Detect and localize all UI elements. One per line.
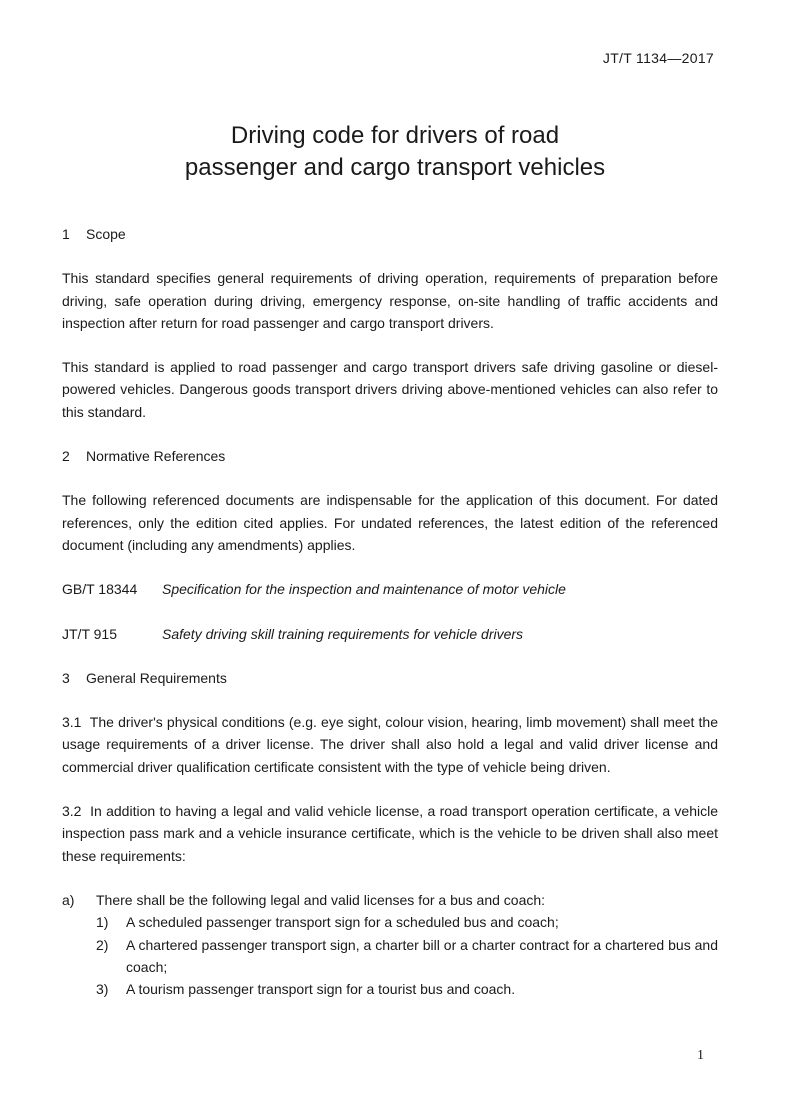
sub-item-text: A tourism passenger transport sign for a tourist bus and coach. <box>126 981 516 998</box>
sub-item-1 <box>96 911 718 933</box>
document-title <box>0 120 790 184</box>
clause-text: The driver's physical conditions (e.g. eye sight, colour vision, hearing, limb movement) shall meet the usage requirements of a driver license. The driver shall also hold a legal and valid driver license and commercial driver qualification certificate consistent with the type of vehicle being driven. <box>62 714 718 775</box>
clause-number: 3.2 <box>62 803 82 820</box>
item-label: a) <box>62 891 75 908</box>
sub-item-3 <box>96 978 718 1000</box>
sub-item-label: 2) <box>96 936 109 953</box>
clause-text: In addition to having a legal and valid vehicle license, a road transport operation certificate, a vehicle inspection pass mark and a vehicle insurance certificate, which is the vehicle to be driven shall also meet these requirements: <box>62 803 719 864</box>
sub-item-label: 1) <box>96 914 109 931</box>
reference-item <box>62 578 718 600</box>
clause-3-1 <box>62 711 718 778</box>
scope-paragraph-1: This standard specifies general requirements of driving operation, requirements of preparation before driving, safe operation during driving, emergency response, on-site handling of traffic accidents and inspection after return for road passenger and cargo transport drivers. <box>62 270 718 331</box>
clause-number: 3.1 <box>62 714 82 731</box>
section-title: Scope <box>86 226 126 242</box>
sub-item-2 <box>96 934 718 979</box>
section-title: General Requirements <box>86 669 227 686</box>
document-body <box>62 223 718 1000</box>
standard-code: JT/T 1134—2017 <box>602 50 714 66</box>
section-number: 3 <box>62 669 70 686</box>
title-line-2: passenger and cargo transport vehicles <box>184 154 606 181</box>
section-title: Normative References <box>86 448 226 465</box>
section-3-heading <box>62 667 718 689</box>
reference-code: JT/T 915 <box>62 625 117 642</box>
item-text: There shall be the following legal and valid licenses for a bus and coach: <box>96 891 546 908</box>
clause-3-2 <box>62 800 718 867</box>
reference-code: GB/T 18344 <box>62 581 138 598</box>
reference-name: Safety driving skill training requirements for vehicle drivers <box>162 625 524 642</box>
sub-item-label: 3) <box>96 981 109 998</box>
requirement-list <box>62 889 718 1000</box>
reference-item <box>62 623 718 645</box>
section-1-heading <box>62 223 718 245</box>
title-line-1: Driving code for drivers of road <box>230 122 560 149</box>
references-paragraph: The following referenced documents are indispensable for the application of this document. For dated references, only the edition cited applies. For undated references, the latest edition of the referenced document (including any amendments) applies. <box>62 492 718 553</box>
scope-paragraph-2: This standard is applied to road passenger and cargo transport drivers safe driving gasoline or diesel-powered vehicles. Dangerous goods transport drivers driving above-mentioned vehicles can also refer to this standard. <box>62 359 718 420</box>
section-2-heading <box>62 445 718 467</box>
reference-name: Specification for the inspection and maintenance of motor vehicle <box>162 581 566 598</box>
sub-item-text: A scheduled passenger transport sign for a scheduled bus and coach; <box>126 914 559 931</box>
list-item-a <box>62 889 718 911</box>
section-number: 1 <box>62 226 70 242</box>
section-number: 2 <box>62 448 70 465</box>
page-number: 1 <box>697 1048 704 1063</box>
sub-item-text: A chartered passenger transport sign, a charter bill or a charter contract for a chartered bus and coach; <box>126 936 718 975</box>
